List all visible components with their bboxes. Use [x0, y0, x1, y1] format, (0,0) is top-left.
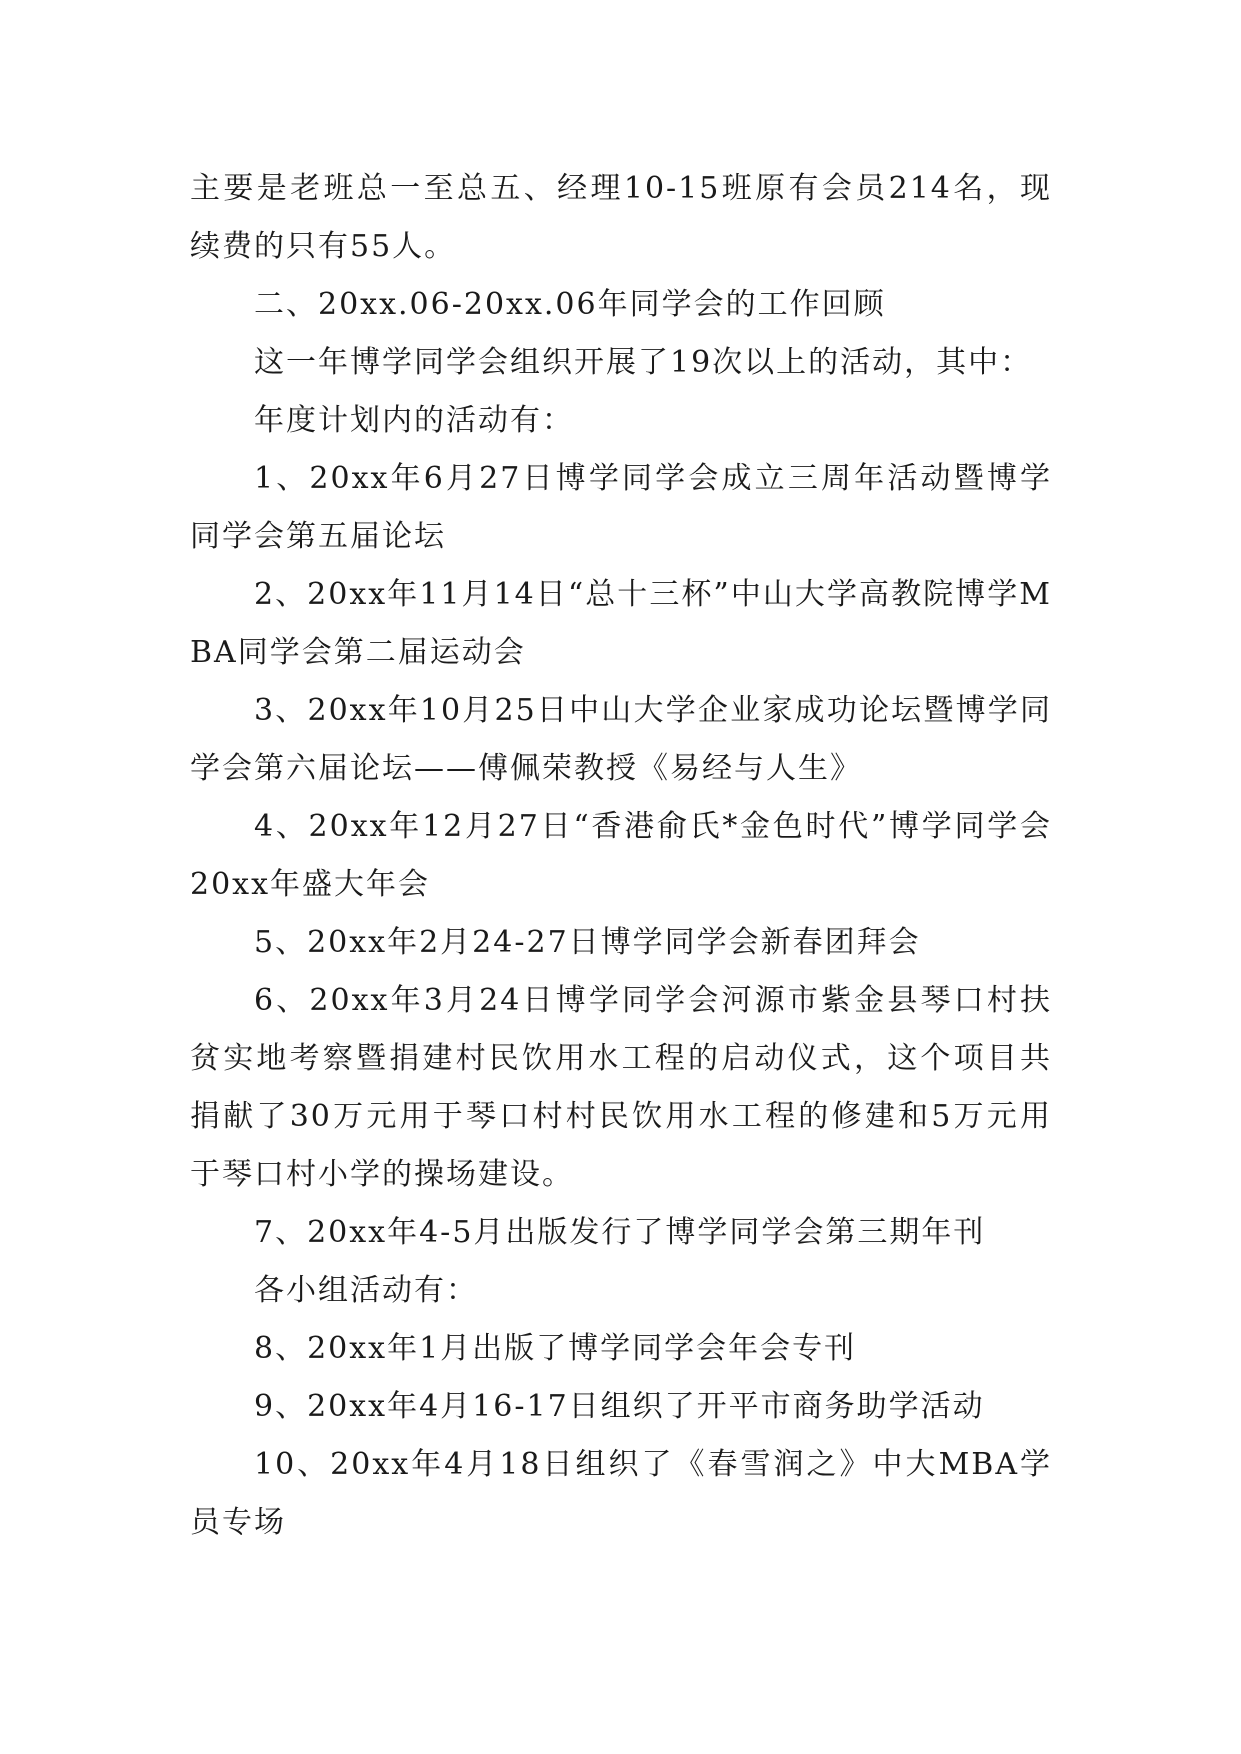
section-heading-work-review: 二、20xx.06-20xx.06年同学会的工作回顾 — [254, 287, 886, 322]
document-body — [190, 160, 1052, 1552]
list-item-activity-1: 1、20xx年6月27日博学同学会成立三周年活动暨博学同学会第五届论坛 — [190, 461, 1052, 554]
list-item-activity-10: 10、20xx年4月18日组织了《春雪润之》中大MBA学员专场 — [190, 1447, 1052, 1540]
subheading-group-activities: 各小组活动有： — [254, 1273, 478, 1308]
paragraph-activity-count: 这一年博学同学会组织开展了19次以上的活动，其中： — [254, 345, 1033, 380]
list-item-activity-6: 6、20xx年3月24日博学同学会河源市紫金县琴口村扶贫实地考察暨捐建村民饮用水工程的启动仪式，这个项目共捐献了30万元用于琴口村村民饮用水工程的修建和5万元用于琴口村小学的操场建设。 — [190, 983, 1052, 1192]
list-item-activity-3: 3、20xx年10月25日中山大学企业家成功论坛暨博学同学会第六届论坛——傅佩荣教授《易经与人生》 — [190, 693, 1052, 786]
list-item-activity-5: 5、20xx年2月24-27日博学同学会新春团拜会 — [254, 925, 921, 960]
list-item-activity-8: 8、20xx年1月出版了博学同学会年会专刊 — [254, 1331, 857, 1366]
list-item-activity-2: 2、20xx年11月14日“总十三杯”中山大学高教院博学MBA同学会第二届运动会 — [190, 577, 1052, 670]
subheading-annual-plan-activities: 年度计划内的活动有： — [254, 403, 574, 438]
list-item-activity-4: 4、20xx年12月27日“香港俞氏*金色时代”博学同学会20xx年盛大年会 — [190, 809, 1052, 902]
list-item-activity-7: 7、20xx年4-5月出版发行了博学同学会第三期年刊 — [254, 1215, 986, 1250]
paragraph-members-summary: 主要是老班总一至总五、经理10-15班原有会员214名，现续费的只有55人。 — [190, 171, 1052, 264]
list-item-activity-9: 9、20xx年4月16-17日组织了开平市商务助学活动 — [254, 1389, 985, 1424]
